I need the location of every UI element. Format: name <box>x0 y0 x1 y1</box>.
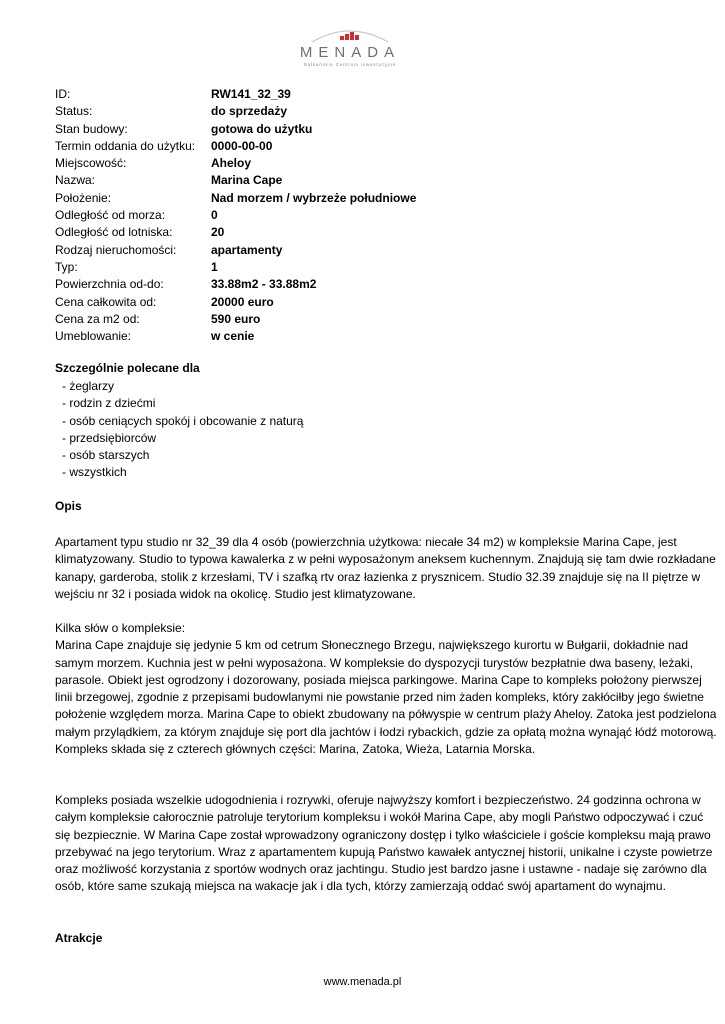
field-id: ID: RW141_32_39 <box>55 87 291 101</box>
list-item: - wszystkich <box>62 465 127 480</box>
field-town: Miejscowość: Aheloy <box>55 156 252 171</box>
description-paragraph-2: Kilka słów o kompleksie: Marina Cape znajduje się jedynie 5 km od cetrum Słonecznego Brzegu, największego kurortu w Bułgarii, dokładnie nad samym morzem. Kuchnia jest w pełni wyposażona. W kompleksie do dyspozycji turystów bezpłatnie dwa baseny, leżaki, parasole. Obiekt jest ogrodzony i dozorowany, posiada miejsca parkingowe. Marina Cape to kompleks położony pierwszej linii brzegowej, zgodnie z przepisami budowlanymi nie powstanie przed nim żaden kompleks, który zakłóciłby jego świetne położenie względem morza. Marina Cape to obiekt zbudowany na półwyspie w centrum plaży Aheloy. Zatoka jest podzielona małym przylądkiem, za którym znajduje się port dla jachtów i łodzi rybackich, gdzie za opłatą można wynająć łódź motorową. Kompleks składa się z czterech głównych części: Marina, Zatoka, Wieża, Latarnia Morska. <box>55 621 717 757</box>
field-completion-date: Termin oddania do użytku: 0000-00-00 <box>55 138 273 153</box>
attractions-title: Atrakcje <box>55 931 103 945</box>
list-item: - przedsiębiorców <box>62 430 157 445</box>
field-distance-sea: Odległość od morza: 0 <box>55 208 218 223</box>
description-paragraph-3: Kompleks posiada wszelkie udogodnienia i rozrywki, oferuje najwyższy komfort i bezpieczeństwo. 24 godzinna ochrona w całym kompleksie całorocznie patroluje terytorium kompleksu i wokół Marina Cape, aby mogli Państwo odpoczywać i czuć się bezpiecznie. W Marina Cape został wprowadzony ograniczony dostęp i tylko właściciele i goście kompleksu mają prawo przebywać na jego terytorium. Wraz z apartamentem kupują Państwo kawałek antycznej historii, unikalne i czyste powietrze oraz możliwość korzystania z sportów wodnych oraz jachtingu. Studio jest bardzo jasne i ustawne - nadaje się zarówno dla osób, które same szukają miejsca na wakacje jak i dla tych, którzy zamierzają oddać swój apartament do wynajmu. <box>55 793 713 894</box>
field-location: Położenie: Nad morzem / wybrzeże południowe <box>55 190 417 205</box>
footer-url[interactable]: www.menada.pl <box>323 976 402 988</box>
field-total-price: Cena całkowita od: 20000 euro <box>55 294 274 309</box>
list-item: - żeglarzy <box>62 379 115 393</box>
field-furnishing: Umeblowanie: w cenie <box>55 329 255 344</box>
field-construction-stage: Stan budowy: gotowa do użytku <box>55 121 313 136</box>
field-status: Status: do sprzedaży <box>55 104 288 119</box>
recommended-title: Szczególnie polecane dla <box>55 361 200 375</box>
field-type: Typ: 1 <box>55 259 218 274</box>
logo-subtitle: Bałkańskie Centrum Inwestycyjne <box>303 62 397 67</box>
description-paragraph-1: Apartament typu studio nr 32_39 dla 4 osób (powierzchnia użytkowa: niecałe 34 m2) w kompleksie Marina Cape, jest klimatyzowany. Studio to typowa kawalerka z w pełni wyposażonym aneksem kuchennym. Znajdują się tam dwie rozkładane kanapy, garderoba, stolik z krzesłami, TV i szafką rtv oraz łazienka z prysznicem. Studio 32.39 znajduje się na II piętrze w wejściu nr 32 i posiada widok na okolicę. Studio jest klimatyzowane. <box>55 535 716 601</box>
field-price-m2: Cena za m2 od: 590 euro <box>55 311 261 326</box>
list-item: - osób ceniących spokój i obcowanie z naturą <box>62 413 304 428</box>
field-name: Nazwa: Marina Cape <box>55 173 283 188</box>
field-property-type: Rodzaj nieruchomości: apartamenty <box>55 242 283 257</box>
property-details <box>55 86 416 345</box>
recommended-list <box>62 378 303 482</box>
logo-text: MENADA <box>299 44 401 61</box>
field-area: Powierzchnia od-do: 33.88m2 - 33.88m2 <box>55 277 317 292</box>
description-title: Opis <box>55 499 82 513</box>
list-item: - rodzin z dziećmi <box>62 396 156 411</box>
field-distance-airport: Odległość od lotniska: 20 <box>55 225 225 240</box>
list-item: - osób starszych <box>62 448 150 463</box>
menada-logo <box>290 24 410 70</box>
